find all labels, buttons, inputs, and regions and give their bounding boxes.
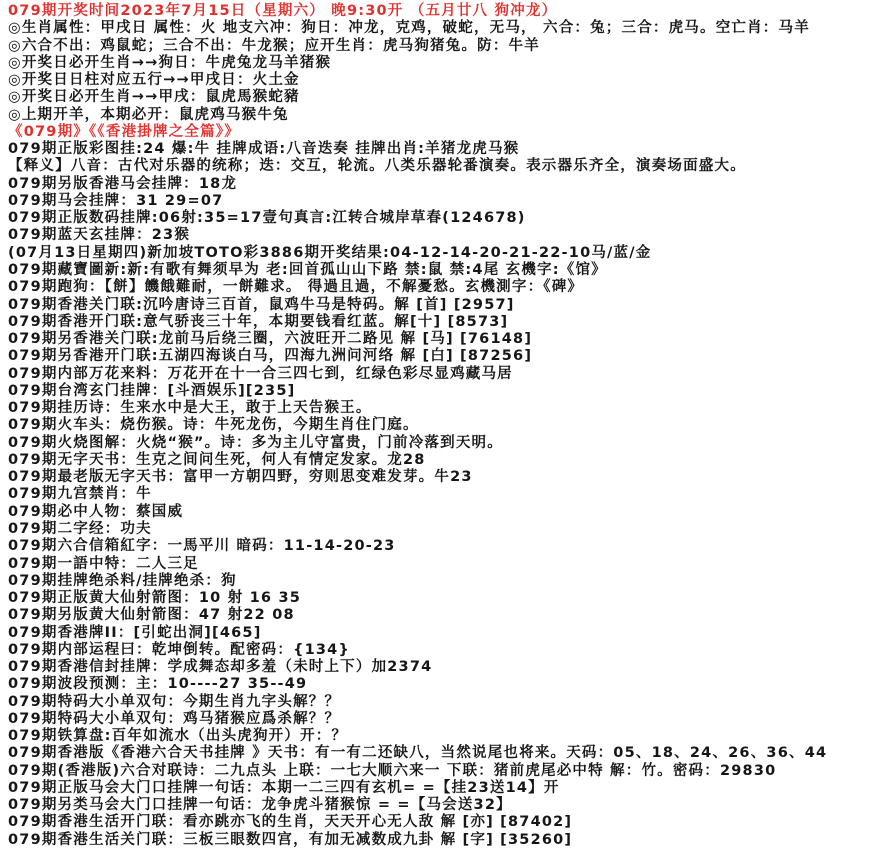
text-line: 079期挂牌绝杀料/挂牌绝杀：狗 — [8, 572, 237, 589]
text-line: 079期特码大小单双句：今期生肖九字头解？？ — [8, 693, 341, 710]
text-line: 079期铁算盘:百年如流水（出头虎狗开）开：？ — [8, 728, 348, 745]
text-line: 079期一語中特：二人三足 — [8, 555, 199, 572]
text-line: 079期香港生活关门联：三板三眼数四宫，有加无减数成九卦 解 [字] [35260] — [8, 831, 573, 848]
text-line: 079期火烧图解：火烧“猴”。诗：多为主儿守富贵，门前冷落到天明。 — [8, 434, 503, 451]
text-line: 079期香港信封挂牌：学成舞态却多羞（未时上下）加2374 — [8, 659, 433, 676]
text-line: 079期必中人物：蔡国威 — [8, 503, 184, 520]
text-line: 079期内部万花来料：万花开在十一合三四七到，红绿色彩尽显鸡藏马居 — [8, 365, 513, 382]
text-line: 079期另香港关门联:龙前马后绕三圈，六波旺开二路见 解 [马] [76148] — [8, 331, 533, 348]
text-line: 079期香港版《香港六合天书挂牌 》天书：有一有二还缺八，当然说尾也将来。天码：05、18、24、26、36、44 — [8, 745, 828, 762]
text-line: 079期香港牌II：[引蛇出洞][465] — [8, 624, 262, 641]
text-line: 079期正版马会大门口挂牌一句话：本期一二三四有玄机= =【挂23送14】开 — [8, 779, 560, 796]
text-line: 079期正版黄大仙射箭图：10 射 16 35 — [8, 590, 302, 607]
text-line: 079期跑狗：【餅】饑餓難耐，一餅難求。 得過且過，不解憂愁。玄機測字：《碑》 — [8, 279, 584, 296]
text-line: 079期香港生活开门联：看亦跳亦飞的生肖，天天开心无人敌 解 [亦] [87402] — [8, 814, 573, 831]
text-line: 079期特码大小单双句：鸡马猪猴应爲杀解？？ — [8, 710, 341, 727]
text-line: 079期(香港版)六合对联诗：二九点头 上联：一七大顺六来一 下联：猪前虎尾必中特 解：竹。密码：29830 — [8, 762, 777, 779]
text-line: 079期六合信箱紅字：一馬平川 暗码：11-14-20-23 — [8, 538, 396, 555]
text-line: 079期开奖时间2023年7月15日（星期六） 晚9:30开 （五月廿八 狗冲龙） — [8, 3, 558, 19]
text-line: 【释义】八音：古代对乐器的统称；迭：交互，轮流。八类乐器轮番演奏。表示器乐齐全，演奏场面盛大。 — [8, 158, 746, 175]
text-line: 079期香港关门联:沉吟唐诗三百首，鼠鸡牛马是特码。解 [首] [2957] — [8, 296, 515, 313]
text-line: ◎生肖属性：甲戌日 属性：火 地支六冲：狗日：冲龙，克鸡，破蛇，无马， 六合：兔；三合：虎马。空亡肖：马羊 — [8, 20, 810, 37]
text-line: 079期九宫禁肖：牛 — [8, 486, 152, 503]
text-line: 079期另版香港马会挂牌：18龙 — [8, 175, 238, 192]
text-line: 079期藏寶圖新:新:有歌有舞须早为 老:回首孤山山下路 禁:鼠 禁:4尾 玄機字:《馆》 — [8, 261, 607, 278]
text-line: ◎开奖日必开生肖→→甲戌：鼠虎馬猴蛇豬 — [8, 89, 300, 106]
text-line: 079期台湾玄门挂牌：[斗酒娱乐][235] — [8, 382, 296, 399]
text-line: ◎开奖日必开生肖→→狗日：牛虎兔龙马羊猪猴 — [8, 54, 332, 71]
text-line: 079期挂历诗：生来水中是大王，敢于上天告猴王。 — [8, 400, 372, 417]
text-line: 079期二字经：功夫 — [8, 520, 152, 537]
text-line: 079期内部运程曰：乾坤倒转。配密码：{134} — [8, 641, 350, 658]
text-line: 079期另版黄大仙射箭图：47 射22 08 — [8, 607, 295, 624]
text-line: ◎开奖日日柱对应五行→→甲戌日：火土金 — [8, 72, 300, 89]
text-line: 079期另类马会大门口挂牌一句话：龙争虎斗猪猴惊 = =【马会送32】 — [8, 797, 512, 814]
text-line: 079期无字天书：生克之间问生死，何人有情定发家。龙28 — [8, 451, 426, 468]
text-line: (07月13日星期四)新加坡TOTO彩3886期开奖结果:04-12-14-20-21-22-10马/蓝/金 — [8, 244, 652, 261]
text-line: 079期波段预测：主：10----27 35--49 — [8, 676, 308, 693]
text-line: 079期蓝天玄挂牌：23猴 — [8, 227, 191, 244]
text-line: ◎上期开羊，本期必开：鼠虎鸡马猴牛兔 — [8, 106, 289, 123]
text-line: ◎六合不出：鸡鼠蛇；三合不出：牛龙猴；应开生肖：虎马狗猪兔。防：牛羊 — [8, 37, 540, 54]
text-line: 079期火车头：烧伤猴。诗：牛死龙伤，今期生肖住门庭。 — [8, 417, 419, 434]
text-line: 079期正版数码挂牌:06射:35=17壹句真言:江转合城岸草春(124678) — [8, 210, 526, 227]
text-line: 079期最老版无字天书：富甲一方朝四野，穷则思变难发芽。牛23 — [8, 469, 473, 486]
text-lines — [8, 3, 894, 849]
text-line: 079期马会挂牌：31 29=07 — [8, 192, 224, 209]
text-line: 079期香港开门联:意气骄丧三十年，本期要钱看红蓝。解[十] [8573] — [8, 313, 509, 330]
text-line: 079期正版彩图挂:24 爆:牛 挂牌成语:八音迭奏 挂牌出肖:羊猪龙虎马猴 — [8, 141, 520, 158]
text-line: 079期另香港开门联:五湖四海谈白马，四海九洲问河络 解 [白] [87256] — [8, 348, 533, 365]
text-line: 《079期》《《香港掛牌之全篇》》 — [8, 123, 240, 140]
